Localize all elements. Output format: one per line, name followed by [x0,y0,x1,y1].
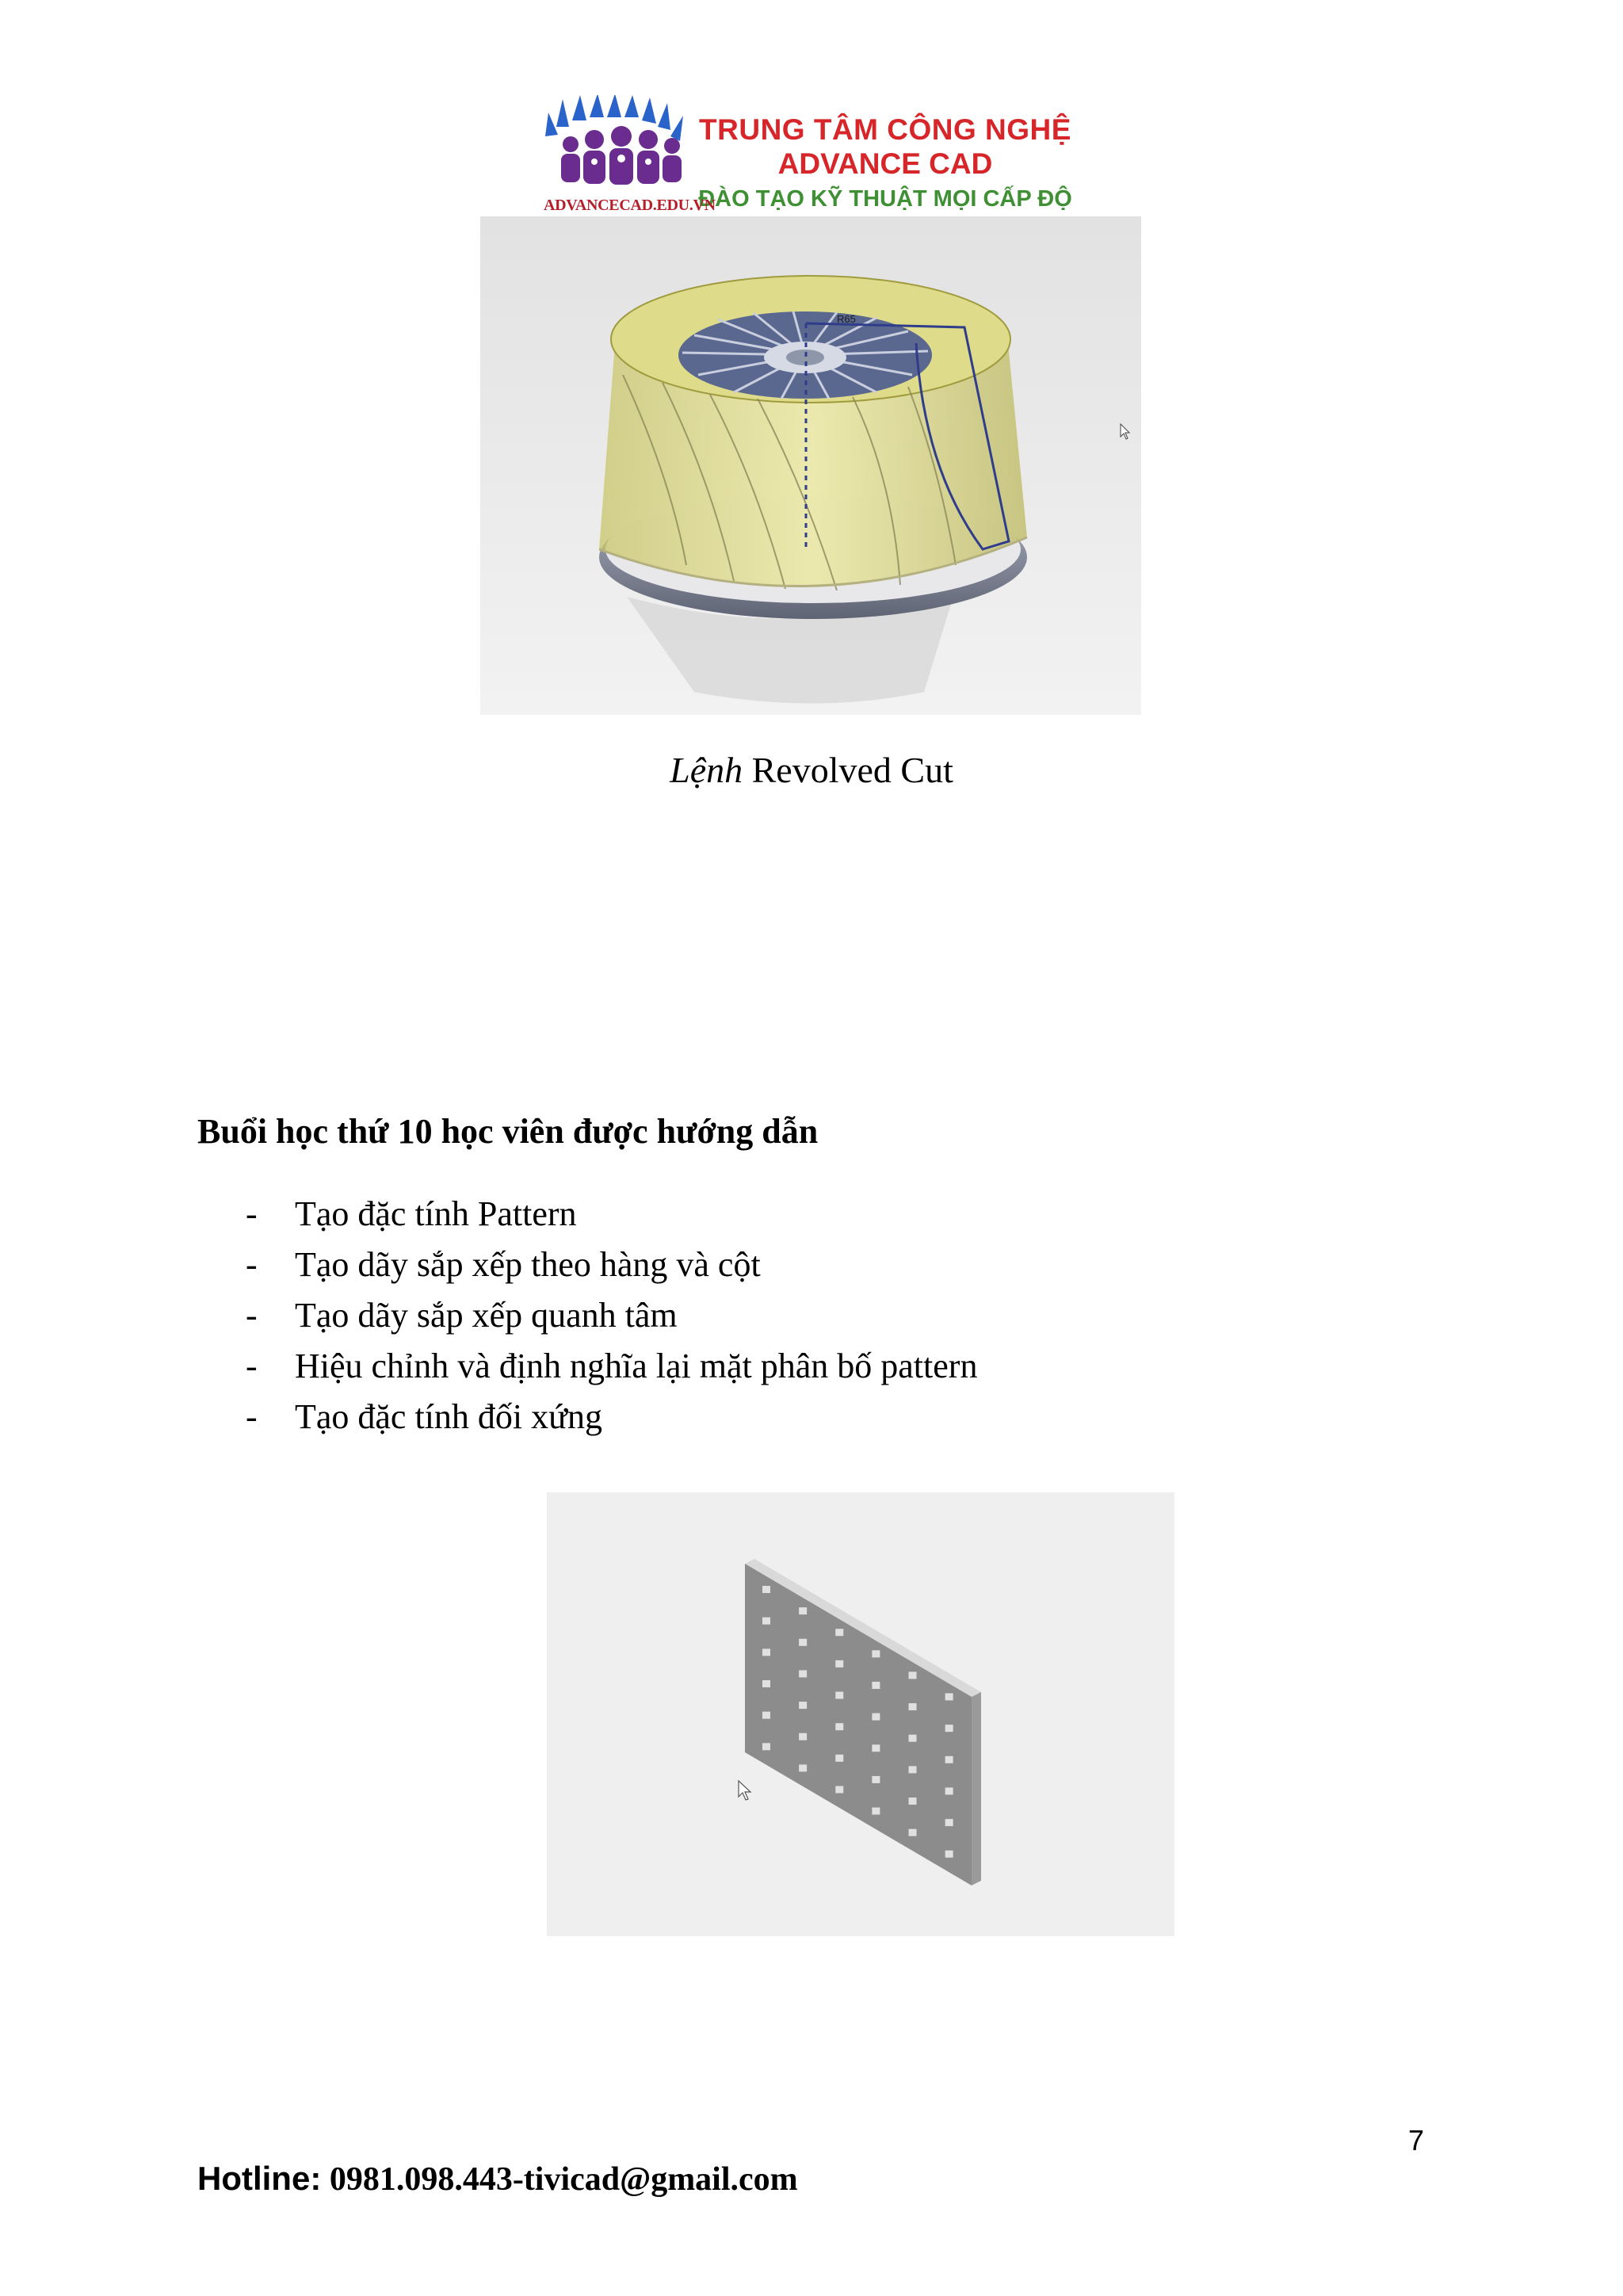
page-number: 7 [1408,2124,1425,2157]
list-item [246,1392,977,1442]
pattern-bump [762,1712,770,1719]
logo-mark-icon [540,95,691,198]
list-item [246,1341,977,1392]
hotline-footer [197,2160,798,2199]
bullet-dash: - [246,1347,258,1385]
pattern-bump [799,1702,807,1709]
hotline-value: 0981.098.443-tivicad@gmail.com [321,2161,798,2198]
pattern-bump [799,1764,807,1771]
pattern-bump [762,1680,770,1687]
pattern-bump [762,1586,770,1593]
revolved-cut-image [480,216,1141,715]
bullet-dash: - [246,1296,258,1335]
section-heading: Buổi học thứ 10 học viên được hướng dẫn [197,1112,819,1151]
hotline-label: Hotline: [197,2160,322,2197]
list-item-text: Tạo đặc tính đối xứng [295,1397,602,1436]
pattern-bump [762,1743,770,1750]
pattern-bump [799,1670,807,1677]
pattern-bump [945,1693,953,1700]
bullet-dash: - [246,1245,258,1284]
pattern-plate-image [547,1492,1174,1936]
logo-url: ADVANCECAD.EDU.VN [544,197,716,214]
caption-text: Revolved Cut [743,750,953,790]
pattern-bump [835,1786,843,1794]
pattern-bump [762,1618,770,1625]
pattern-bump [799,1639,807,1646]
pattern-bump [909,1797,917,1805]
list-item-text: Tạo dãy sắp xếp quanh tâm [295,1296,678,1335]
pattern-bump [835,1723,843,1730]
pattern-bump [945,1787,953,1794]
pattern-bump [872,1744,880,1752]
pattern-bump [799,1607,807,1614]
dimension-label: R65 [837,313,856,325]
company-logo [540,95,1079,226]
pattern-bump [872,1650,880,1657]
pattern-bump [909,1829,917,1836]
pattern-bump [872,1713,880,1721]
list-item [246,1240,977,1290]
pattern-bump [945,1756,953,1763]
figure1-caption [0,749,1623,791]
pattern-bump [835,1692,843,1699]
pattern-bump [945,1851,953,1858]
list-item [246,1189,977,1240]
bullet-dash: - [246,1397,258,1436]
pattern-bump [835,1629,843,1636]
logo-title-line1: TRUNG TÂM CÔNG NGHỆ [699,113,1071,146]
pattern-bump [835,1755,843,1762]
topic-list [246,1189,977,1442]
pattern-bump [872,1776,880,1783]
list-item-text: Hiệu chỉnh và định nghĩa lại mặt phân bố pattern [295,1347,978,1385]
pattern-bump [799,1733,807,1740]
pattern-bump [835,1660,843,1668]
pattern-bump [945,1819,953,1826]
pattern-bump [909,1703,917,1710]
pattern-bump [762,1648,770,1656]
list-item-text: Tạo dãy sắp xếp theo hàng và cột [295,1245,761,1284]
pattern-bump [909,1735,917,1742]
logo-tagline: ĐÀO TẠO KỸ THUẬT MỌI CẤP ĐỘ [698,186,1072,212]
logo-title-line2: ADVANCE CAD [777,147,993,180]
pattern-bump [909,1671,917,1679]
list-item [246,1290,977,1341]
caption-italic: Lệnh [670,750,743,790]
pattern-bump [872,1682,880,1689]
bullet-dash: - [246,1194,258,1233]
pattern-bump [872,1808,880,1815]
pattern-bump [909,1766,917,1773]
list-item-text: Tạo đặc tính Pattern [295,1194,577,1233]
pattern-bump [945,1725,953,1732]
